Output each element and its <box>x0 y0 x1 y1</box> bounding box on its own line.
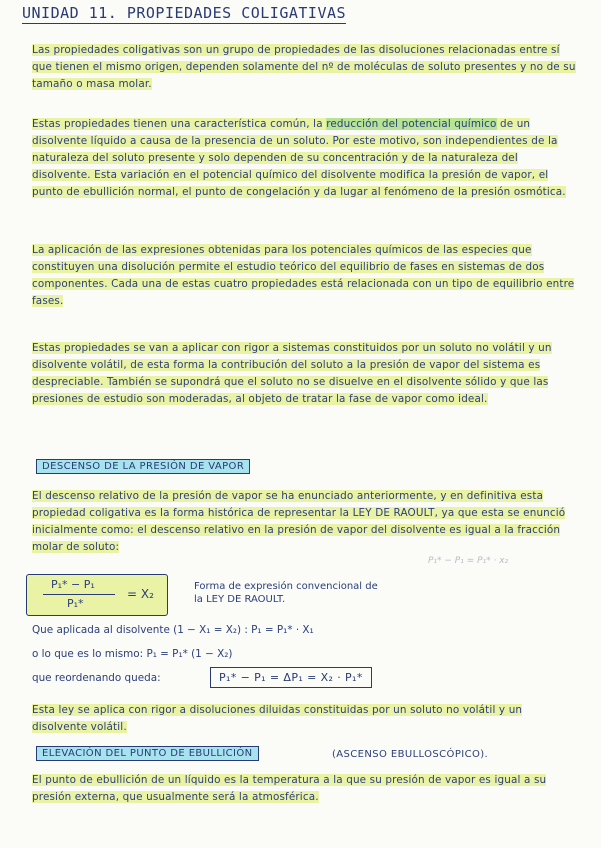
chem-pot-text-a: Estas propiedades tienen una característica común, la <box>32 118 327 130</box>
boiling-text: El punto de ebullición de un líquido es la temperatura a la que su presión de vapor es igual a su presión externa, que usualmente será la atmosférica. <box>32 774 547 803</box>
applied-solvent-line: Que aplicada al disolvente (1 − X₁ = X₂) : P₁ = P₁* · X₁ <box>32 624 314 636</box>
phase-eq-text: La aplicación de las expresiones obtenidas para los potenciales químicos de las especies que constituyen una disolución permite el estudio teórico del equilibrio de fases en sistemas de dos componentes. Cada una de estas cuatro propiedades está relacionada con un tipo de equilibrio entre fases. <box>32 244 575 307</box>
raoult-text: El descenso relativo de la presión de vapor se ha enunciado anteriormente, y en definitiva esta propiedad coligativa es la forma histórica de representar la LEY DE RAOULT, ya que esta se enunció inicialmente como: el descenso relativo en la presión de vapor del disolvente es igual a la fracción molar de soluto: <box>32 490 566 553</box>
heading-boiling-point-extra: (ASCENSO EBULLOSCÓPICO). <box>332 749 489 760</box>
page-title: UNIDAD 11. PROPIEDADES COLIGATIVAS <box>22 4 347 22</box>
dilute-text: Esta ley se aplica con rigor a disoluciones diluidas constituidas por un soluto no volátil y un disolvente volátil. <box>32 704 523 733</box>
raoult-formula-box <box>26 574 168 616</box>
formula-rhs: = X₂ <box>127 587 154 601</box>
heading-vapor-pressure: DESCENSO DE LA PRESIÓN DE VAPOR <box>36 459 250 474</box>
paragraph-chemical-potential <box>32 116 580 201</box>
chem-pot-text-c: de un disolvente líquido a causa de la presencia de un soluto. Por este motivo, son independientes de la naturaleza del soluto presente y solo dependen de su concentración y de la naturaleza del disolvente. Esta variación en el potencial químico del disolvente modifica la presión de vapor, el punto de ebullición normal, el punto de congelación y da lugar al fenómeno de la presión osmótica. <box>32 118 566 198</box>
formula-numerator: P₁* − P₁ <box>51 578 95 591</box>
paragraph-raoult <box>32 488 580 556</box>
paragraph-boiling-point <box>32 772 580 806</box>
paragraph-assumptions <box>32 340 580 408</box>
rearranged-label: que reordenando queda: <box>32 672 161 684</box>
paragraph-phase-equilibrium <box>32 242 580 310</box>
paragraph-dilute-solutions <box>32 702 580 736</box>
formula-denominator: P₁* <box>67 597 84 610</box>
raoult-formula-note: Forma de expresión convencional de la LEY DE RAOULT. <box>194 581 378 605</box>
rearranged-formula-box: P₁* − P₁ = ΔP₁ = X₂ · P₁* <box>210 667 372 688</box>
intro-text: Las propiedades coligativas son un grupo de propiedades de las disoluciones relacionadas entre sí que tienen el mismo origen, dependen solamente del nº de moléculas de soluto presentes y no de su tamaño o masa molar. <box>32 44 576 90</box>
equivalent-line: o lo que es lo mismo: P₁ = P₁* (1 − X₂) <box>32 648 233 660</box>
pencil-note: P₁* − P₁ = P₁* · x₂ <box>428 556 509 566</box>
heading-boiling-point: ELEVACIÓN DEL PUNTO DE EBULLICIÓN <box>36 746 259 761</box>
paragraph-intro <box>32 42 580 93</box>
fraction-bar <box>43 594 115 595</box>
assumptions-text: Estas propiedades se van a aplicar con rigor a sistemas constituidos por un soluto no volátil y un disolvente volátil, de esta forma la contribución del soluto a la presión de vapor del sistema es despreciable. También se supondrá que el soluto no se disuelve en el disolvente sólido y que las presiones de estudio son moderadas, al objeto de tratar la fase de vapor como ideal. <box>32 342 552 405</box>
chem-pot-highlight: reducción del potencial químico <box>326 118 497 130</box>
